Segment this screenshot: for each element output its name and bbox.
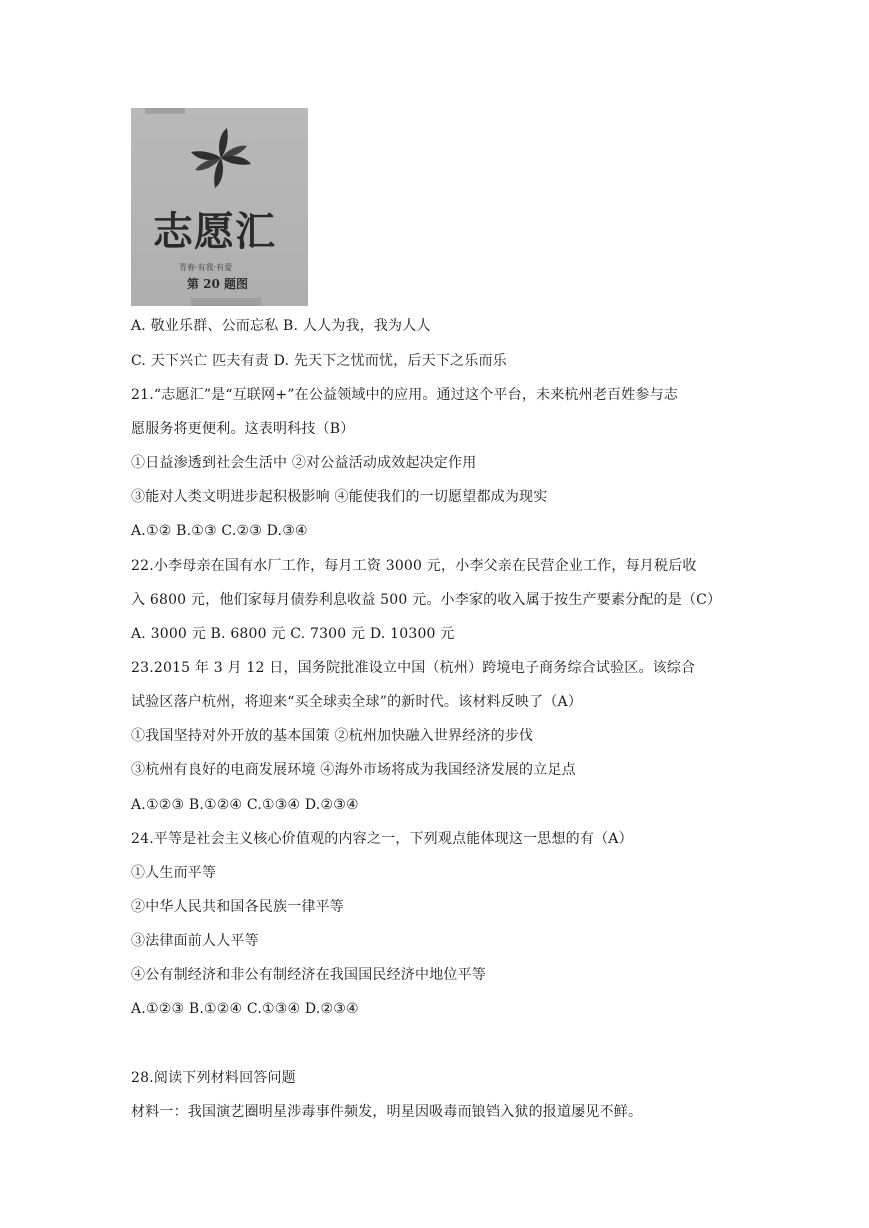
q23-options: A.①②③ B.①②④ C.①③④ D.②③④ xyxy=(131,797,359,813)
q20-option-a-b: A. 敬业乐群、公而忘私 B. 人人为我，我为人人 xyxy=(131,318,431,334)
q24-statement-3: ③法律面前人人平等 xyxy=(131,933,259,949)
figure-caption-cutoff xyxy=(191,298,261,306)
q24-statement-2: ②中华人民共和国各民族一律平等 xyxy=(131,899,344,915)
q24-statement-4: ④公有制经济和非公有制经济在我国国民经济中地位平等 xyxy=(131,967,486,983)
q23-statements-3-4: ③杭州有良好的电商发展环境 ④海外市场将成为我国经济发展的立足点 xyxy=(131,762,576,778)
q23-stem-line2: 试验区落户杭州，将迎来“买全球卖全球”的新时代。该材料反映了（A） xyxy=(131,694,583,710)
logo-tagline: 青春·有我·有爱 xyxy=(179,263,233,272)
q21-options: A.①② B.①③ C.②③ D.③④ xyxy=(131,523,308,539)
q28-material-1: 材料一：我国演艺圈明星涉毒事件频发，明星因吸毒而锒铛入狱的报道屡见不鲜。 xyxy=(131,1104,643,1120)
q23-statements-1-2: ①我国坚持对外开放的基本国策 ②杭州加快融入世界经济的步伐 xyxy=(131,728,534,744)
q21-stem-line1: 21.“志愿汇”是“互联网+”在公益领域中的应用。通过这个平台，未来杭州老百姓参与志 xyxy=(131,387,679,403)
volunteer-logo-figure xyxy=(131,108,308,306)
q24-options: A.①②③ B.①②④ C.①③④ D.②③④ xyxy=(131,1001,359,1017)
q21-stem-line2: 愿服务将更便利。这表明科技（B） xyxy=(131,421,355,437)
q28-stem: 28.阅读下列材料回答问题 xyxy=(131,1070,296,1086)
q22-options: A. 3000 元 B. 6800 元 C. 7300 元 D. 10300 元 xyxy=(131,626,455,642)
q23-stem-line1: 23.2015 年 3 月 12 日，国务院批准设立中国（杭州）跨境电子商务综合试验区。该综合 xyxy=(131,660,696,676)
q24-stem: 24.平等是社会主义核心价值观的内容之一，下列观点能体现这一思想的有（A） xyxy=(131,831,633,847)
figure-caption: 第 20 题图 xyxy=(187,277,249,291)
q20-option-c-d: C. 天下兴亡 匹夫有责 D. 先天下之忧而忧，后天下之乐而乐 xyxy=(131,353,507,369)
q21-statements-3-4: ③能对人类文明进步起积极影响 ④能使我们的一切愿望都成为现实 xyxy=(131,489,548,505)
q22-stem-line2: 入 6800 元，他们家每月债券利息收益 500 元。小李家的收入属于按生产要素分配的是（C） xyxy=(131,592,722,608)
logo-wordmark: 志愿汇 xyxy=(153,209,276,255)
q24-statement-1: ①人生而平等 xyxy=(131,865,217,881)
q21-statements-1-2: ①日益渗透到社会生活中 ②对公益活动成效起决定作用 xyxy=(131,455,477,471)
q22-stem-line1: 22.小李母亲在国有水厂工作，每月工资 3000 元，小李父亲在民营企业工作，每月税后收 xyxy=(131,558,697,574)
